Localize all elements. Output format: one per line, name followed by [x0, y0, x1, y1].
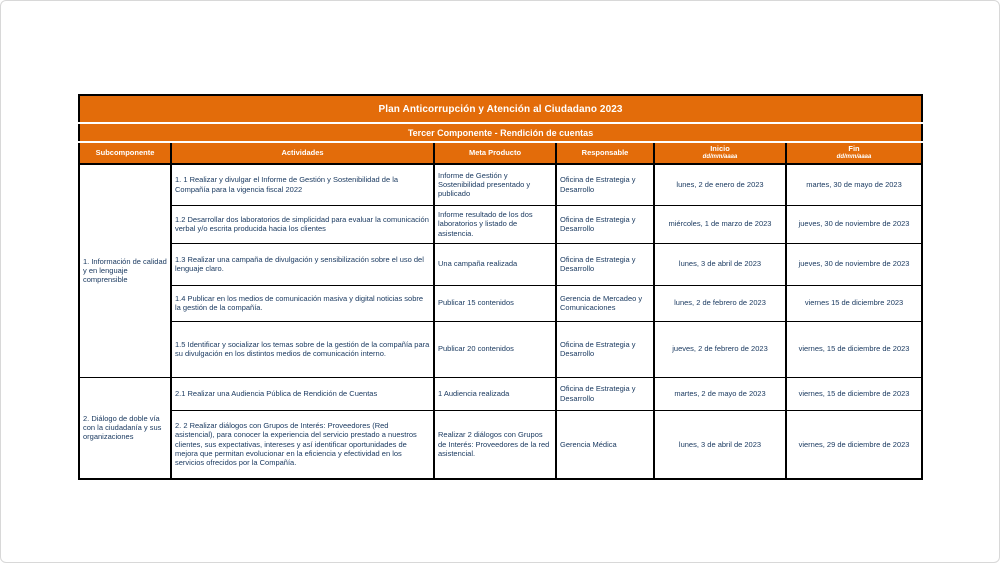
table-row: [79, 321, 922, 377]
subcomponente-1-cell: 1. Información de calidad y en lenguaje comprensible: [79, 164, 171, 377]
table-row: [79, 285, 922, 321]
responsable-cell: Gerencia Médica: [556, 410, 654, 479]
col-header-fin-label: Fin: [848, 144, 860, 154]
inicio-cell: martes, 2 de mayo de 2023: [654, 377, 786, 410]
actividad-cell: 2. 2 Realizar diálogos con Grupos de Interés: Proveedores (Red asistencial), para conocer la experiencia del servicio prestado a nuestros clientes, sus expectativas, intereses y así identificar oportunidades de mejora que permitan evolucionar en la eficiencia y efectividad en los servicios ofrecidos por la Compañía.: [171, 410, 434, 479]
table-row: [79, 164, 922, 205]
table-row: [79, 377, 922, 410]
meta-cell: Informe resultado de los dos laboratorios y listado de asistencia.: [434, 205, 556, 243]
actividad-cell: 2.1 Realizar una Audiencia Pública de Rendición de Cuentas: [171, 377, 434, 410]
inicio-cell: jueves, 2 de febrero de 2023: [654, 321, 786, 377]
meta-cell: Publicar 20 contenidos: [434, 321, 556, 377]
meta-cell: Realizar 2 diálogos con Grupos de Interés: Proveedores de la red asistencial.: [434, 410, 556, 479]
meta-cell: Una campaña realizada: [434, 243, 556, 285]
inicio-date-format: dd/mm/aaaa: [702, 153, 738, 160]
actividad-cell: 1.5 Identificar y socializar los temas sobre de la gestión de la compañía para su divulgación en los distintos medios de comunicación interno.: [171, 321, 434, 377]
plan-table: [78, 94, 923, 480]
meta-cell: Informe de Gestión y Sostenibilidad presentado y publicado: [434, 164, 556, 205]
inicio-cell: lunes, 3 de abril de 2023: [654, 410, 786, 479]
actividad-cell: 1.2 Desarrollar dos laboratorios de simplicidad para evaluar la comunicación verbal y/o escrita producida hacia los clientes: [171, 205, 434, 243]
table-row: [79, 410, 922, 479]
fin-cell: jueves, 30 de noviembre de 2023: [786, 205, 922, 243]
meta-cell: 1 Audiencia realizada: [434, 377, 556, 410]
table-row: [79, 205, 922, 243]
actividad-cell: 1.4 Publicar en los medios de comunicación masiva y digital noticias sobre la gestión de la compañía.: [171, 285, 434, 321]
responsable-cell: Oficina de Estrategia y Desarrollo: [556, 377, 654, 410]
responsable-cell: Oficina de Estrategia y Desarrollo: [556, 205, 654, 243]
responsable-cell: Oficina de Estrategia y Desarrollo: [556, 321, 654, 377]
responsable-cell: Oficina de Estrategia y Desarrollo: [556, 164, 654, 205]
fin-date-format: dd/mm/aaaa: [836, 153, 872, 160]
inicio-cell: miércoles, 1 de marzo de 2023: [654, 205, 786, 243]
col-header-actividades: Actividades: [171, 142, 434, 164]
table-row: [79, 243, 922, 285]
table-subtitle: Tercer Componente - Rendición de cuentas: [79, 123, 922, 142]
fin-cell: martes, 30 de mayo de 2023: [786, 164, 922, 205]
fin-cell: viernes, 15 de diciembre de 2023: [786, 321, 922, 377]
subcomponente-2-cell: 2. Diálogo de doble vía con la ciudadanía y sus organizaciones: [79, 377, 171, 479]
col-header-meta-producto: Meta Producto: [434, 142, 556, 164]
inicio-cell: lunes, 3 de abril de 2023: [654, 243, 786, 285]
col-header-inicio: [654, 142, 786, 164]
responsable-cell: Oficina de Estrategia y Desarrollo: [556, 243, 654, 285]
fin-cell: viernes 15 de diciembre 2023: [786, 285, 922, 321]
actividad-cell: 1.3 Realizar una campaña de divulgación y sensibilización sobre el uso del lenguaje claro.: [171, 243, 434, 285]
table-title: Plan Anticorrupción y Atención al Ciudadano 2023: [79, 95, 922, 123]
inicio-cell: lunes, 2 de febrero de 2023: [654, 285, 786, 321]
responsable-cell: Gerencia de Mercadeo y Comunicaciones: [556, 285, 654, 321]
fin-cell: viernes, 15 de diciembre de 2023: [786, 377, 922, 410]
fin-cell: viernes, 29 de diciembre de 2023: [786, 410, 922, 479]
fin-cell: jueves, 30 de noviembre de 2023: [786, 243, 922, 285]
inicio-cell: lunes, 2 de enero de 2023: [654, 164, 786, 205]
actividad-cell: 1. 1 Realizar y divulgar el Informe de Gestión y Sostenibilidad de la Compañía para la vigencia fiscal 2022: [171, 164, 434, 205]
col-header-responsable: Responsable: [556, 142, 654, 164]
col-header-subcomponente: Subcomponente: [79, 142, 171, 164]
col-header-inicio-label: Inicio: [710, 144, 730, 154]
col-header-fin: [786, 142, 922, 164]
meta-cell: Publicar 15 contenidos: [434, 285, 556, 321]
